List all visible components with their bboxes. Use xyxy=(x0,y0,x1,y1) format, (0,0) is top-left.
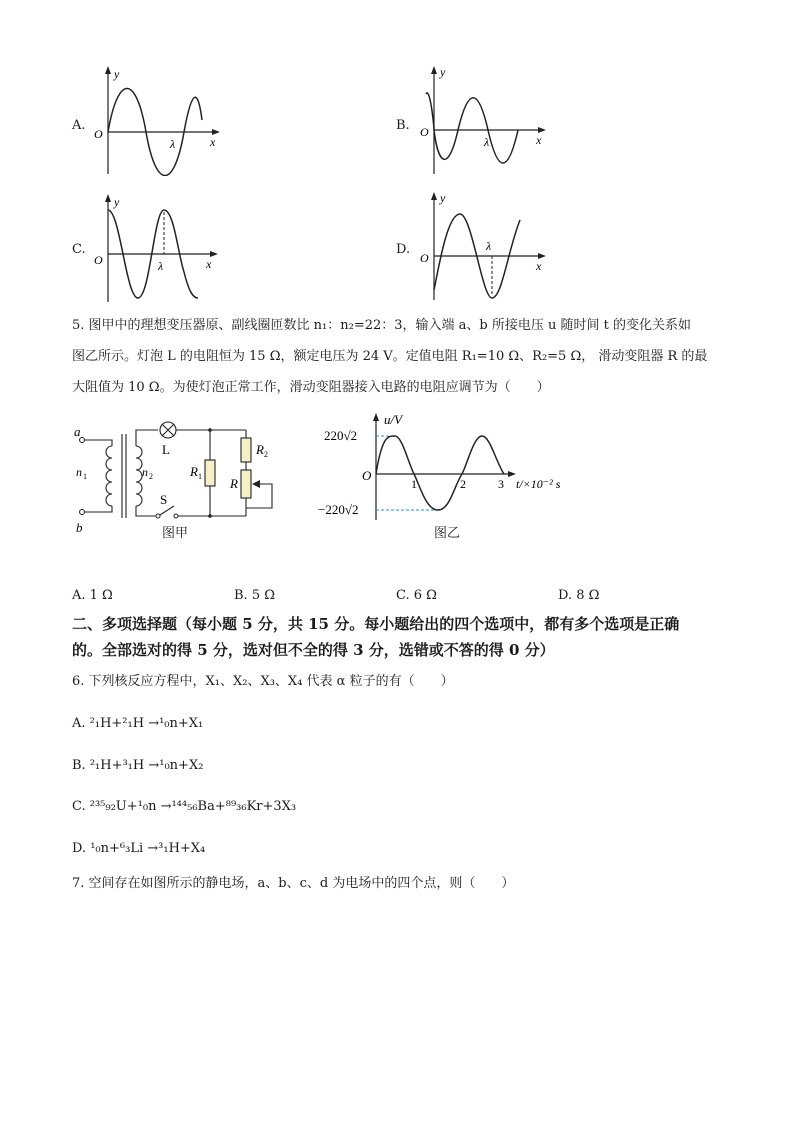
wave-graph-b xyxy=(414,64,554,176)
svg-text:1: 1 xyxy=(411,477,417,491)
circuit-diagram xyxy=(70,412,286,542)
section2-heading-line1: 二、多项选择题（每小题 5 分，共 15 分。每小题给出的四个选项中，都有多个选项是正确 xyxy=(72,615,680,633)
svg-text:λ: λ xyxy=(158,259,164,273)
section2-heading-line2: 的。全部选对的得 5 分，选对但不全的得 3 分，选错或不答的得 0 分） xyxy=(72,641,555,659)
svg-text:b: b xyxy=(76,520,83,535)
option-b-label: B. xyxy=(396,118,410,133)
svg-text:2: 2 xyxy=(149,472,153,481)
svg-text:x: x xyxy=(206,257,212,271)
q7-stem: 7. 空间存在如图所示的静电场，a、b、c、d 为电场中的四个点，则（ ） xyxy=(72,876,515,891)
svg-text:x: x xyxy=(536,133,542,147)
q5-line3: 大阻值为 10 Ω。为使灯泡正常工作，滑动变阻器接入电路的电阻应调节为（ ） xyxy=(72,380,550,395)
svg-text:2: 2 xyxy=(460,477,466,491)
svg-text:u/V: u/V xyxy=(384,412,403,427)
q5-line1: 5. 图甲中的理想变压器原、副线圈匝数比 n₁：n₂=22：3，输入端 a、b 所接电压 u 随时间 t 的变化关系如 xyxy=(72,318,692,333)
svg-text:R: R xyxy=(190,464,198,479)
q6-option-c[interactable]: C. ²³⁵₉₂U+¹₀n →¹⁴⁴₅₆Ba+⁸⁹₃₆Kr+3X₃ xyxy=(72,799,297,814)
svg-text:y: y xyxy=(114,195,120,209)
wave-graph-a xyxy=(88,64,228,176)
svg-text:x: x xyxy=(210,135,216,149)
option-c-label: C. xyxy=(72,242,86,257)
svg-text:−220√2: −220√2 xyxy=(318,502,359,517)
svg-text:y: y xyxy=(440,65,446,79)
circuit-caption: 图甲 xyxy=(162,526,189,541)
svg-text:L: L xyxy=(162,442,170,457)
svg-text:λ: λ xyxy=(486,239,492,253)
q5-choice-a[interactable]: A. 1 Ω xyxy=(72,588,113,603)
svg-text:a: a xyxy=(74,424,81,439)
q6-option-d[interactable]: D. ¹₀n+⁶₃Li →³₁H+X₄ xyxy=(72,841,206,856)
svg-text:t/×10⁻² s: t/×10⁻² s xyxy=(516,477,561,491)
q5-choice-c[interactable]: C. 6 Ω xyxy=(396,588,437,603)
svg-text:S: S xyxy=(160,492,168,507)
svg-text:2: 2 xyxy=(264,450,268,459)
q5-choice-b[interactable]: B. 5 Ω xyxy=(234,588,275,603)
option-d-label: D. xyxy=(396,242,411,257)
svg-text:λ: λ xyxy=(170,137,176,151)
svg-text:O: O xyxy=(94,253,103,267)
q5-choice-d[interactable]: D. 8 Ω xyxy=(558,588,600,603)
svg-text:O: O xyxy=(362,468,372,483)
graph-caption: 图乙 xyxy=(434,526,461,541)
svg-text:1: 1 xyxy=(83,472,87,481)
q6-option-a[interactable]: A. ²₁H+²₁H →¹₀n+X₁ xyxy=(72,716,204,731)
voltage-graph xyxy=(316,410,586,522)
svg-text:O: O xyxy=(420,251,429,265)
svg-text:n: n xyxy=(142,465,148,479)
q6-option-b[interactable]: B. ²₁H+³₁H →¹₀n+X₂ xyxy=(72,758,204,773)
svg-text:O: O xyxy=(420,125,429,139)
svg-text:n: n xyxy=(76,465,82,479)
svg-text:R: R xyxy=(230,476,238,491)
svg-text:λ: λ xyxy=(484,135,490,149)
q5-line2: 图乙所示。灯泡 L 的电阻恒为 15 Ω，额定电压为 24 V。定值电阻 R₁=10 Ω、R₂=5 Ω， 滑动变阻器 R 的最 xyxy=(72,349,708,364)
svg-text:O: O xyxy=(94,127,103,141)
svg-text:220√2: 220√2 xyxy=(324,428,358,443)
svg-text:x: x xyxy=(536,259,542,273)
svg-text:3: 3 xyxy=(498,477,504,491)
svg-text:y: y xyxy=(114,67,120,81)
svg-text:1: 1 xyxy=(198,472,202,481)
option-a-label: A. xyxy=(72,118,86,133)
wave-graph-d xyxy=(414,190,554,302)
q6-stem: 6. 下列核反应方程中，X₁、X₂、X₃、X₄ 代表 α 粒子的有（ ） xyxy=(72,674,454,689)
wave-graph-c xyxy=(88,192,228,304)
svg-text:y: y xyxy=(440,191,446,205)
svg-text:R: R xyxy=(256,442,264,457)
